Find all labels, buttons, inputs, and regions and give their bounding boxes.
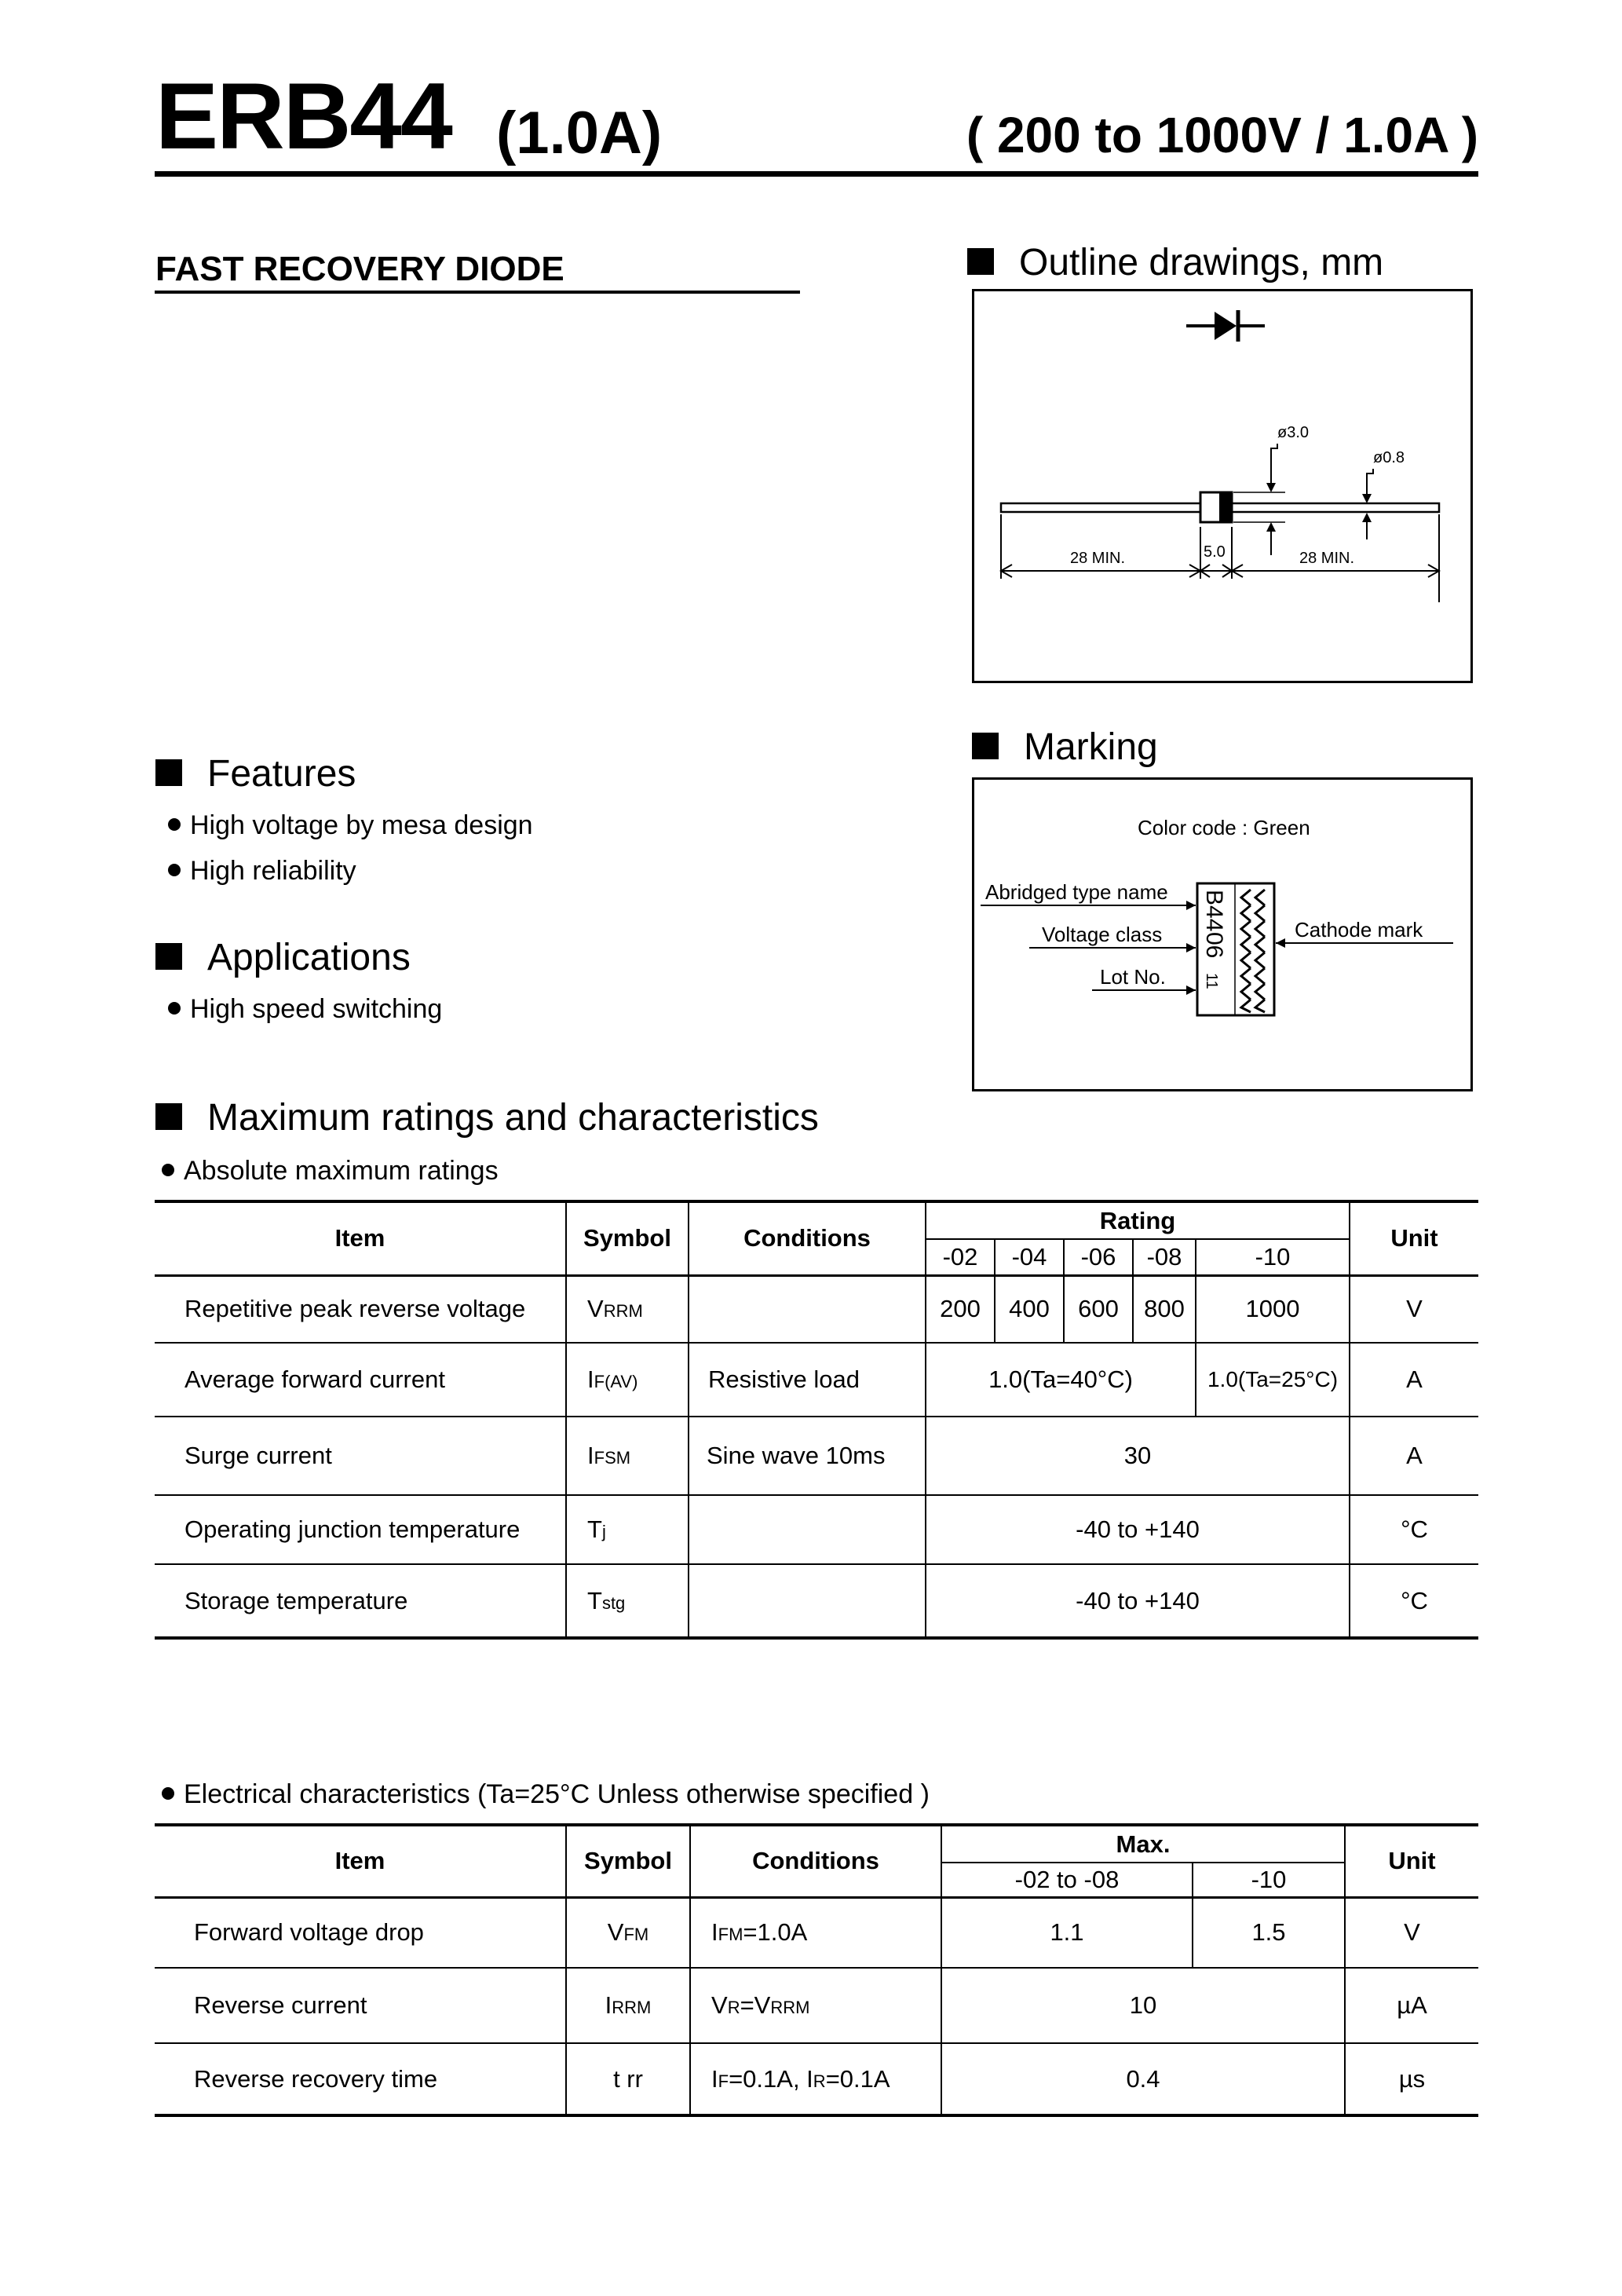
class-04: -04 [995,1239,1064,1275]
cathode-band [1219,492,1232,522]
electrical-characteristics-text: Electrical characteristics (Ta=25°C Unless otherwise specified ) [184,1779,930,1809]
cell-value: 1.0(Ta=25°C) [1196,1343,1350,1417]
cell-item: Operating junction temperature [155,1495,566,1564]
application-item [168,996,442,1022]
color-code: Color code : Green [1138,816,1310,839]
dim-lead-left: 28 MIN. [1070,550,1126,567]
bullet-icon [162,1787,174,1800]
outline-drawing-box [972,289,1473,683]
left-lead [1001,503,1216,512]
class-02: -02 [926,1239,995,1275]
cell-conditions [689,1275,926,1343]
cell-conditions: IF=0.1A, IR=0.1A [690,2043,941,2115]
electrical-characteristics-label [162,1781,930,1808]
cell-value: -40 to +140 [926,1495,1350,1564]
cell-value: 600 [1064,1275,1133,1343]
applications-heading [155,939,411,977]
header-conditions: Conditions [690,1825,941,1897]
marking-voltage-code: 06 [1201,932,1227,959]
electrical-characteristics-table [155,1823,1478,2117]
class-02-08: -02 to -08 [941,1863,1193,1897]
outline-heading-text: Outline drawings, mm [1019,242,1384,283]
table-row [155,1495,1478,1564]
cell-value: 400 [995,1275,1064,1343]
header-symbol: Symbol [566,1825,690,1897]
absolute-max-ratings-table [155,1200,1478,1640]
marking-lot-code: 11 [1203,973,1220,989]
voltage-current-range: ( 200 to 1000V / 1.0A ) [966,107,1478,163]
dim-body-dia: ø3.0 [1277,424,1310,441]
ratings-heading [155,1099,819,1137]
cell-value: 1.5 [1193,1897,1345,1968]
dim-body-length: 5.0 [1204,543,1226,561]
cell-value: 1.1 [941,1897,1193,1968]
bullet-icon [168,864,181,876]
table-row [155,1275,1478,1343]
cell-value: 30 [926,1417,1350,1495]
cell-value: 0.4 [941,2043,1345,2115]
cell-unit: V [1345,1897,1478,1968]
cell-item: Surge current [155,1417,566,1495]
abs-ratings-label-text: Absolute maximum ratings [184,1156,499,1186]
class-10: -10 [1193,1863,1345,1897]
class-06: -06 [1064,1239,1133,1275]
ratings-heading-text: Maximum ratings and characteristics [207,1097,819,1139]
cell-symbol: VFM [566,1897,690,1968]
diode-symbol-icon [1186,310,1265,342]
bullet-icon [162,1164,174,1176]
abridged-type-label: Abridged type name [985,880,1168,904]
cell-item: Repetitive peak reverse voltage [155,1275,566,1343]
cell-unit: V [1350,1275,1478,1343]
feature-item-text: High reliability [190,856,356,886]
cell-value: 200 [926,1275,995,1343]
cathode-mark-label: Cathode mark [1295,918,1423,941]
cell-unit: µs [1345,2043,1478,2115]
device-type: FAST RECOVERY DIODE [155,250,564,288]
dim-lead-right: 28 MIN. [1299,550,1355,567]
cell-symbol: IRRM [566,1968,690,2043]
square-bullet-icon [967,248,994,275]
class-10: -10 [1196,1239,1350,1275]
feature-item [168,812,533,839]
header-rating: Rating [926,1201,1350,1239]
bullet-icon [168,818,181,831]
marking-box [972,777,1473,1091]
header-unit: Unit [1345,1825,1478,1897]
cell-value: 800 [1133,1275,1196,1343]
features-heading-text: Features [207,753,356,795]
header-symbol: Symbol [566,1201,689,1275]
cell-conditions: Resistive load [689,1343,926,1417]
header-conditions: Conditions [689,1201,926,1275]
square-bullet-icon [155,943,182,970]
lot-number-label: Lot No. [1100,965,1166,989]
square-bullet-icon [155,759,182,786]
outline-heading [967,244,1383,282]
cell-item: Storage temperature [155,1564,566,1638]
table-row [155,1417,1478,1495]
cell-unit: µA [1345,1968,1478,2043]
table-row [155,1564,1478,1638]
square-bullet-icon [972,733,999,759]
part-number: ERB44 [155,64,451,169]
cell-item: Reverse recovery time [155,2043,566,2115]
part-rating: (1.0A) [496,100,663,166]
feature-item-text: High voltage by mesa design [190,810,533,840]
marking-heading-text: Marking [1024,726,1158,768]
marking-type-code: B44 [1201,890,1227,932]
table-row [155,1897,1478,1968]
cell-conditions: Sine wave 10ms [689,1417,926,1495]
cell-symbol: t rr [566,2043,690,2115]
cell-item: Average forward current [155,1343,566,1417]
cell-value: 1000 [1196,1275,1350,1343]
table-row [155,1968,1478,2043]
table-row [155,2043,1478,2115]
bullet-icon [168,1002,181,1015]
dim-lead-dia: ø0.8 [1373,449,1405,466]
cell-unit: A [1350,1417,1478,1495]
abs-ratings-label [162,1157,499,1184]
voltage-class-label: Voltage class [1042,923,1163,946]
cell-unit: A [1350,1343,1478,1417]
applications-heading-text: Applications [207,937,411,978]
cell-value: 10 [941,1968,1345,2043]
cell-item: Reverse current [155,1968,566,2043]
cell-conditions: IFM=1.0A [690,1897,941,1968]
cell-symbol: Tstg [566,1564,689,1638]
class-08: -08 [1133,1239,1196,1275]
header-max: Max. [941,1825,1345,1863]
application-item-text: High speed switching [190,994,443,1024]
header-unit: Unit [1350,1201,1478,1275]
square-bullet-icon [155,1103,182,1130]
header-rule [155,171,1478,177]
cell-unit: °C [1350,1495,1478,1564]
cell-conditions [689,1564,926,1638]
diode-outline-drawing [974,291,1470,681]
cell-symbol: IF(AV) [566,1343,689,1417]
marking-heading [972,726,1158,768]
feature-item [168,857,356,884]
cell-value: 1.0(Ta=40°C) [926,1343,1196,1417]
header-item: Item [155,1201,566,1275]
cell-conditions [689,1495,926,1564]
cell-symbol: IFSM [566,1417,689,1495]
cell-symbol: VRRM [566,1275,689,1343]
cell-symbol: Tj [566,1495,689,1564]
device-type-underline [155,291,800,294]
header-item: Item [155,1825,566,1897]
right-lead [1229,503,1439,512]
features-heading [155,755,356,793]
cell-conditions: VR=VRRM [690,1968,941,2043]
cell-unit: °C [1350,1564,1478,1638]
table-row [155,1343,1478,1417]
marking-diagram [974,780,1470,1089]
cell-item: Forward voltage drop [155,1897,566,1968]
cell-value: -40 to +140 [926,1564,1350,1638]
